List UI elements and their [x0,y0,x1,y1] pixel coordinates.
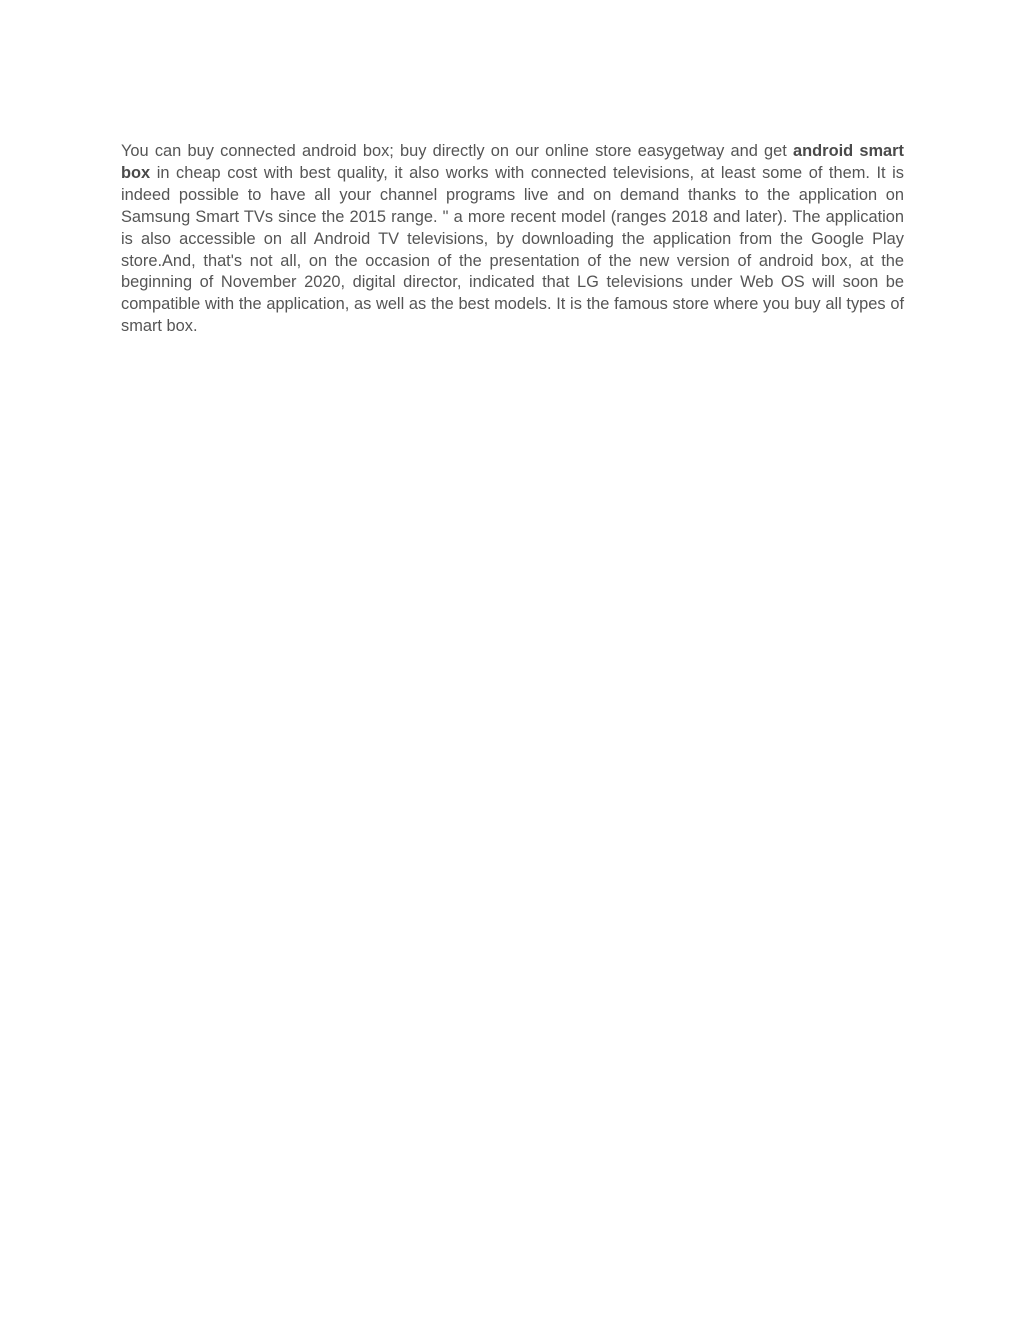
body-paragraph [121,141,904,338]
paragraph-intro-text: You can buy connected android box; buy directly on our online store easygetway and get [121,142,794,160]
paragraph-rest-text: in cheap cost with best quality, it also works with connected televisions, at least some of them. It is indeed possible to have all your channel programs live and on demand thanks to the application on Samsung Smart TVs since the 2015 range. " a more recent model (ranges 2018 and later). The application is also accessible on all Android TV televisions, by downloading the application from the Google Play store.And, that's not all, on the occasion of the presentation of the new version of android box, at the beginning of November 2020, digital director, indicated that LG televisions under Web OS will soon be compatible with the application, as well as the best models. It is the famous store where you buy all types of smart box. [121,163,904,336]
keyword-bold-text: android smart box [121,142,904,182]
